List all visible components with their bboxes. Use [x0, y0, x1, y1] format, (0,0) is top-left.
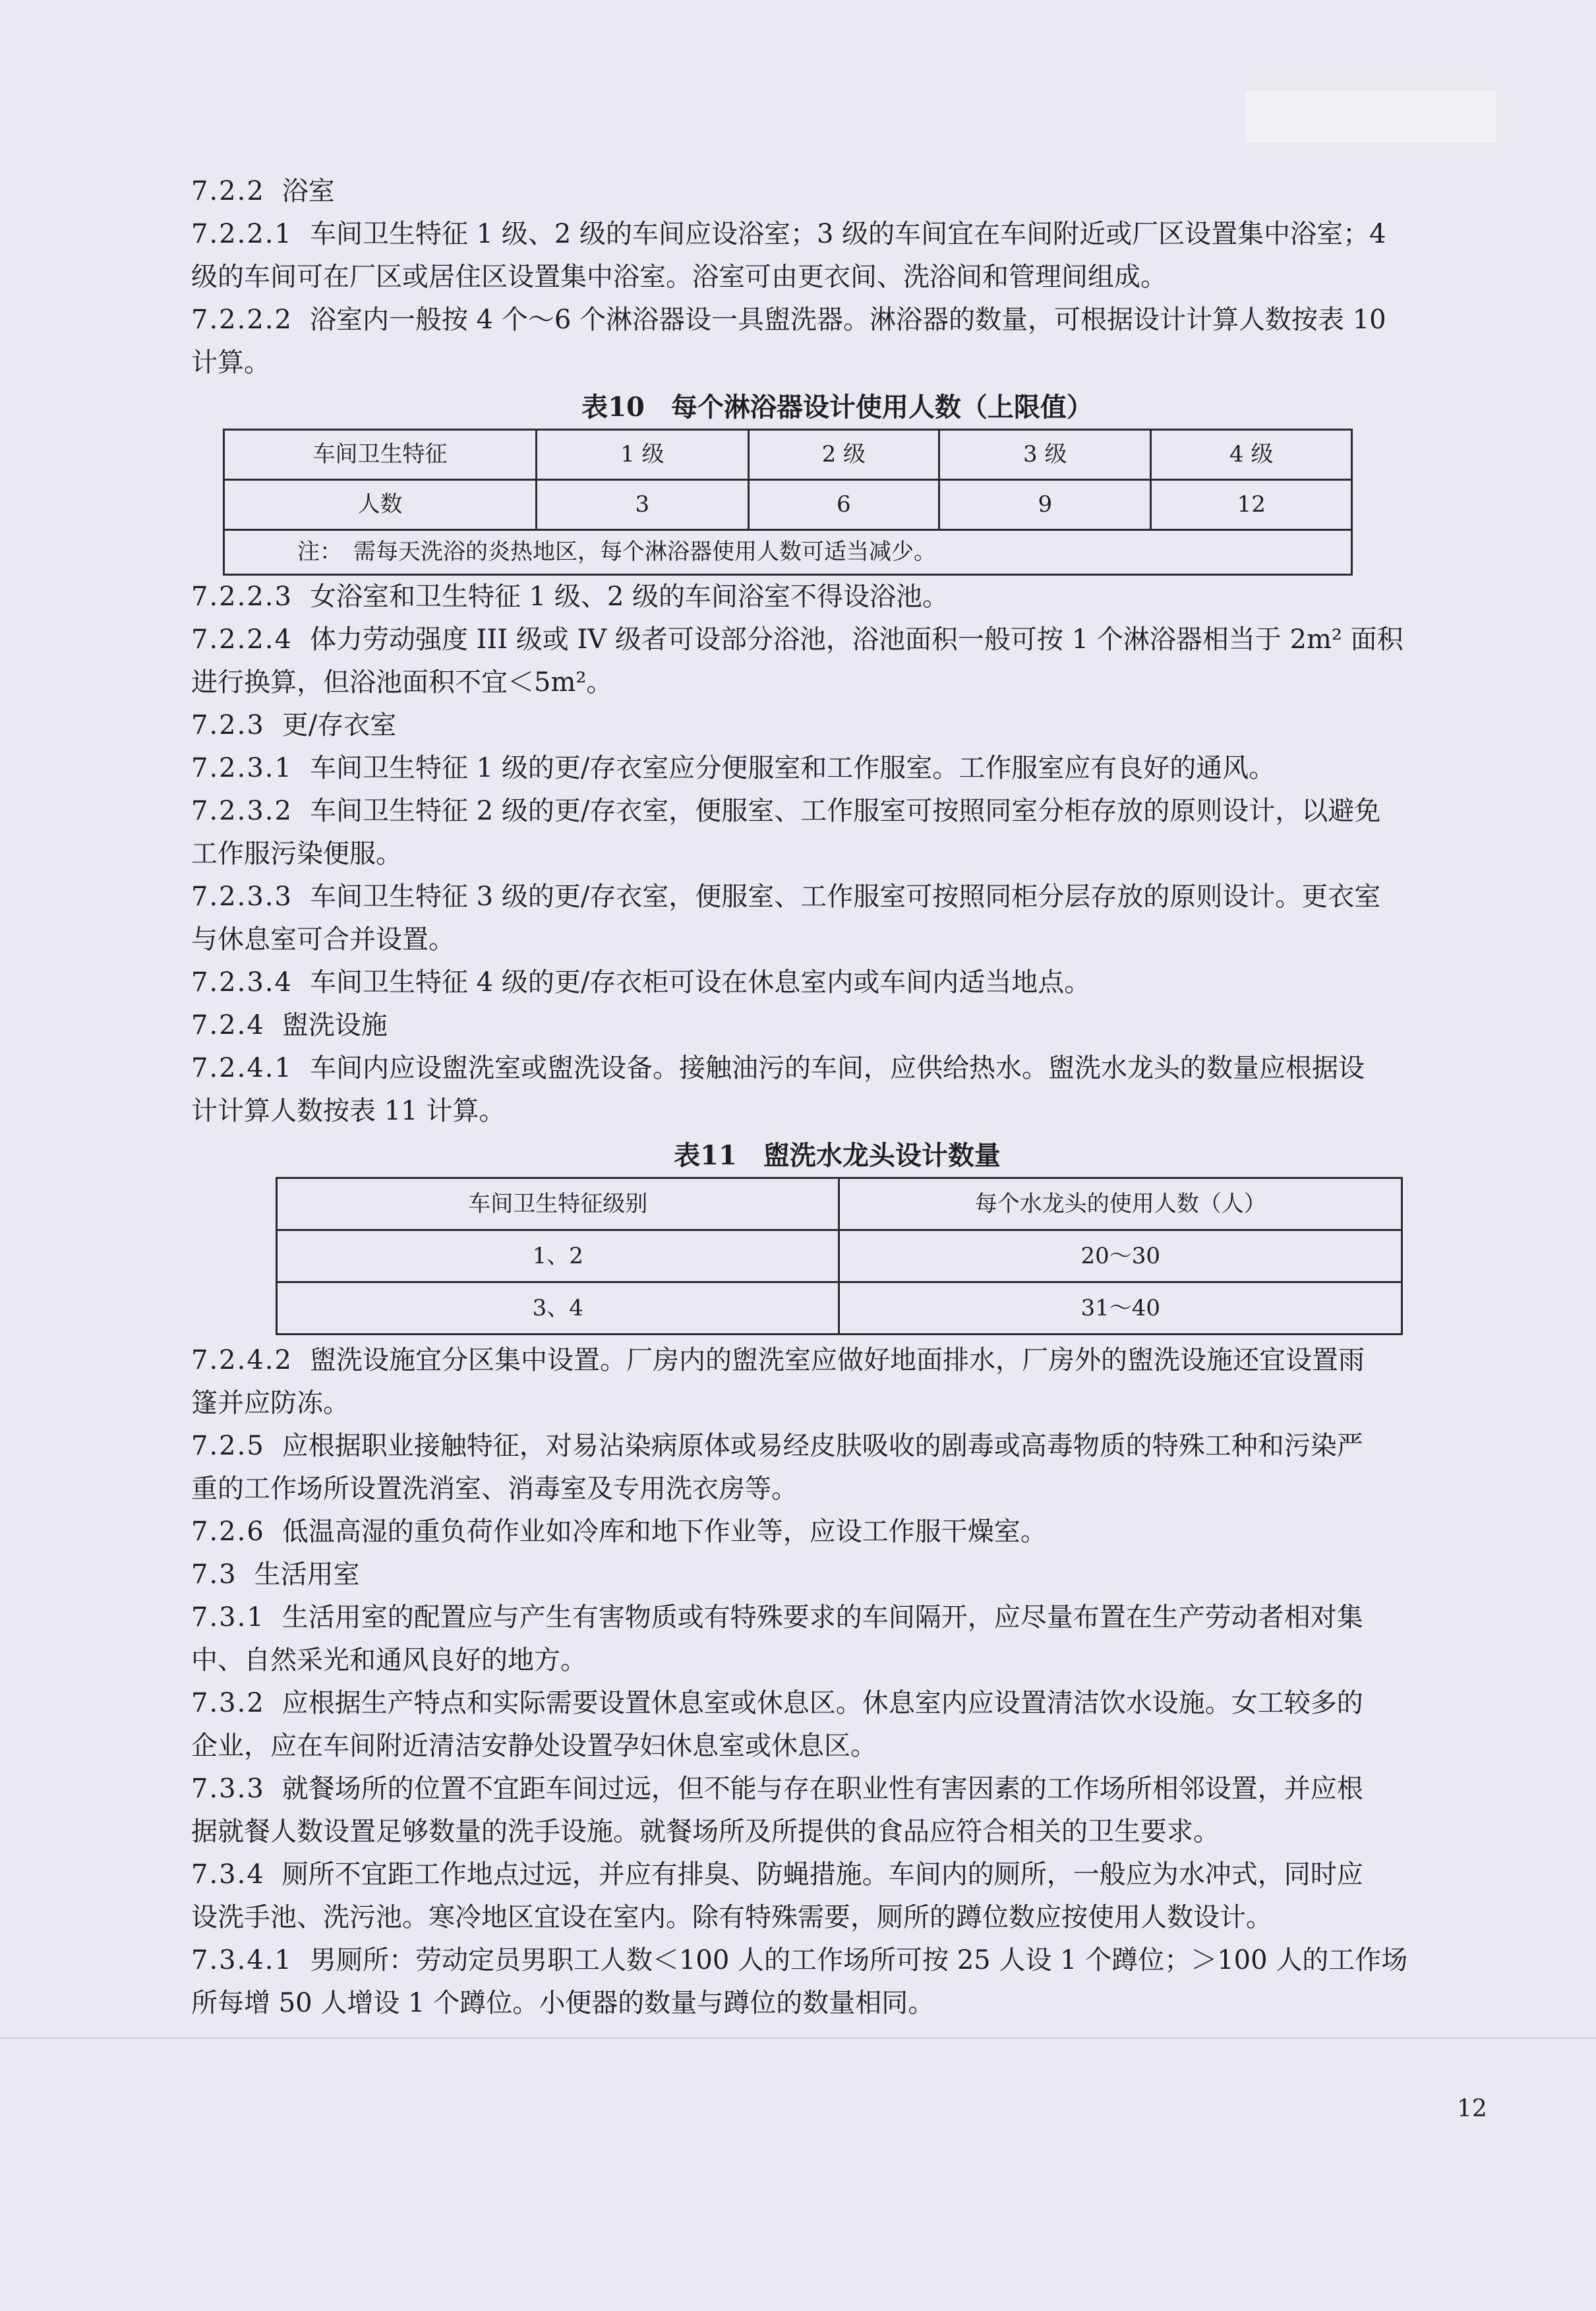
table-cell: 人数 [224, 480, 537, 530]
clause-text: 男厕所：劳动定员男职工人数＜100 人的工作场所可按 25 人设 1 个蹲位；＞100 人的工作场 [309, 1945, 1408, 1975]
clause-number: 7.2.3 [191, 710, 265, 740]
table11-caption: 表11 盥洗水龙头设计数量 [674, 1140, 1001, 1171]
table-header-cell: 3 级 [939, 430, 1151, 480]
table-row [224, 530, 1352, 575]
clause-text: 所每增 50 人增设 1 个蹲位。小便器的数量与蹲位的数量相同。 [191, 1988, 935, 2018]
text-line [191, 1768, 1483, 1811]
text-line [191, 704, 1483, 747]
text-line [191, 1853, 1483, 1896]
table-header-cell: 每个水龙头的使用人数（人） [839, 1178, 1402, 1230]
clause-text: 重的工作场所设置洗消室、消毒室及专用洗衣房等。 [191, 1474, 798, 1504]
text-line [191, 1682, 1483, 1725]
clause-text: 低温高湿的重负荷作业如冷库和地下作业等，应设工作服干燥室。 [281, 1516, 1047, 1547]
table-row [224, 430, 1352, 480]
clause-number: 7.3.4.1 [191, 1945, 293, 1975]
clause-number: 7.2.3.4 [191, 967, 293, 998]
clause-text: 企业，应在车间附近清洁安静处设置孕妇休息室或休息区。 [191, 1731, 877, 1761]
clause-number: 7.2.2.3 [191, 582, 293, 612]
table-cell: 20～30 [839, 1230, 1402, 1282]
text-line [191, 1811, 1483, 1853]
clause-text: 车间内应设盥洗室或盥洗设备。接触油污的车间，应供给热水。盥洗水龙头的数量应根据设 [309, 1053, 1365, 1083]
table-header-cell: 车间卫生特征级别 [277, 1178, 839, 1230]
text-line [191, 618, 1483, 661]
text-line [191, 1896, 1483, 1939]
text-line [191, 961, 1483, 1004]
clause-number: 7.2.3.3 [191, 882, 293, 912]
footer-divider [0, 2037, 1596, 2039]
text-line [191, 1047, 1483, 1090]
clause-number: 7.2.2.2 [191, 305, 293, 335]
table-cell: 31～40 [839, 1282, 1402, 1335]
clause-text: 应根据职业接触特征，对易沾染病原体或易经皮肤吸收的剧毒或高毒物质的特殊工种和污染严 [281, 1431, 1363, 1461]
clause-number: 7.3.1 [191, 1602, 265, 1633]
clause-number: 7.3.3 [191, 1774, 265, 1804]
text-line [191, 342, 1483, 384]
clause-text: 中、自然采光和通风良好的地方。 [191, 1645, 587, 1675]
scan-patch [1246, 91, 1496, 142]
text-line [191, 876, 1483, 918]
clause-text: 车间卫生特征 2 级的更/存衣室，便服室、工作服室可按照同室分柜存放的原则设计，以避免 [309, 796, 1381, 826]
table-header-cell: 车间卫生特征 [224, 430, 537, 480]
text-line [191, 1511, 1483, 1553]
clause-number: 7.3.2 [191, 1688, 265, 1718]
clause-text: 据就餐人数设置足够数量的洗手设施。就餐场所及所提供的食品应符合相关的卫生要求。 [191, 1816, 1220, 1847]
table-cell: 6 [748, 480, 939, 530]
clause-number: 7.2.2.1 [191, 219, 293, 249]
text-line [191, 1725, 1483, 1768]
clause-number: 7.2.4.1 [191, 1053, 293, 1083]
clause-text: 篷并应防冻。 [191, 1388, 349, 1418]
clause-text: 车间卫生特征 1 级的更/存衣室应分便服室和工作服室。工作服室应有良好的通风。 [309, 753, 1276, 783]
clause-text: 盥洗设施宜分区集中设置。厂房内的盥洗室应做好地面排水，厂房外的盥洗设施还宜设置雨 [309, 1345, 1365, 1375]
table-cell: 1、2 [277, 1230, 839, 1282]
text-line [191, 1382, 1483, 1425]
clause-number: 7.3 [191, 1559, 237, 1590]
text-line [191, 1425, 1483, 1468]
text-line [191, 1339, 1483, 1382]
clause-text: 车间卫生特征 1 级、2 级的车间应设浴室；3 级的车间宜在车间附近或厂区设置集中浴室；4 [309, 219, 1386, 249]
clause-text: 体力劳动强度 III 级或 IV 级者可设部分浴池，浴池面积一般可按 1 个淋浴器相当于 2m² 面积 [309, 624, 1404, 655]
text-block-7-2-2 [191, 170, 1483, 384]
clause-text: 进行换算，但浴池面积不宜＜5m²。 [191, 667, 613, 698]
clause-text: 设洗手池、洗污池。寒冷地区宜设在室内。除有特殊需要，厕所的蹲位数应按使用人数设计。 [191, 1902, 1272, 1933]
text-line [191, 833, 1483, 876]
clause-text: 盥洗设施 [281, 1010, 388, 1040]
table-header-cell: 1 级 [537, 430, 748, 480]
clause-text: 工作服污染便服。 [191, 839, 402, 869]
clause-text: 浴室 [281, 176, 335, 206]
table-header-cell: 2 级 [748, 430, 939, 480]
page-number: 12 [1457, 2095, 1487, 2122]
text-line [191, 576, 1483, 618]
table-cell: 12 [1151, 480, 1352, 530]
text-line [191, 170, 1483, 213]
clause-number: 7.2.6 [191, 1516, 265, 1547]
table10 [223, 429, 1353, 576]
clause-number: 7.3.4 [191, 1859, 265, 1890]
clause-number: 7.2.5 [191, 1431, 265, 1461]
clause-text: 女浴室和卫生特征 1 级、2 级的车间浴室不得设浴池。 [309, 582, 949, 612]
text-line [191, 1553, 1483, 1596]
table-row [277, 1282, 1402, 1335]
text-line [191, 1468, 1483, 1511]
clause-text: 车间卫生特征 3 级的更/存衣室，便服室、工作服室可按照同柜分层存放的原则设计。更衣室 [309, 882, 1381, 912]
table11 [276, 1177, 1403, 1335]
text-line [191, 918, 1483, 961]
clause-text: 浴室内一般按 4 个～6 个淋浴器设一具盥洗器。淋浴器的数量，可根据设计计算人数按表 10 [309, 305, 1386, 335]
clause-number: 7.2.4.2 [191, 1345, 293, 1375]
clause-text: 与休息室可合并设置。 [191, 924, 455, 955]
clause-text: 计算。 [191, 347, 270, 378]
table-cell: 3、4 [277, 1282, 839, 1335]
clause-number: 7.2.3.1 [191, 753, 293, 783]
text-block-7-2-2-3 [191, 576, 1483, 1133]
text-line [191, 1596, 1483, 1639]
clause-number: 7.2.2.4 [191, 624, 293, 655]
clause-text: 就餐场所的位置不宜距车间过远，但不能与存在职业性有害因素的工作场所相邻设置，并应根 [281, 1774, 1363, 1804]
clause-number: 7.2.3.2 [191, 796, 293, 826]
text-line [191, 256, 1483, 299]
table-cell: 9 [939, 480, 1151, 530]
text-line [191, 299, 1483, 342]
clause-number: 7.2.4 [191, 1010, 265, 1040]
text-line [191, 747, 1483, 790]
text-line [191, 1004, 1483, 1047]
text-line [191, 1982, 1483, 2025]
text-line [191, 790, 1483, 833]
clause-text: 计计算人数按表 11 计算。 [191, 1096, 506, 1126]
table-header-cell: 4 级 [1151, 430, 1352, 480]
clause-text: 车间卫生特征 4 级的更/存衣柜可设在休息室内或车间内适当地点。 [309, 967, 1091, 998]
clause-text: 级的车间可在厂区或居住区设置集中浴室。浴室可由更衣间、洗浴间和管理间组成。 [191, 262, 1167, 292]
text-line [191, 1639, 1483, 1682]
clause-text: 生活用室的配置应与产生有害物质或有特殊要求的车间隔开，应尽量布置在生产劳动者相对集 [281, 1602, 1363, 1633]
table-row [277, 1230, 1402, 1282]
clause-text: 更/存衣室 [281, 710, 397, 740]
table10-note: 注： 需每天洗浴的炎热地区，每个淋浴器使用人数可适当减少。 [224, 530, 1352, 575]
table-row [277, 1178, 1402, 1230]
clause-text: 厕所不宜距工作地点过远，并应有排臭、防蝇措施。车间内的厕所，一般应为水冲式，同时应 [281, 1859, 1363, 1890]
clause-text: 生活用室 [254, 1559, 360, 1590]
text-line [191, 661, 1483, 704]
clause-number: 7.2.2 [191, 176, 265, 206]
clause-text: 应根据生产特点和实际需要设置休息室或休息区。休息室内应设置清洁饮水设施。女工较多的 [281, 1688, 1363, 1718]
document-body [191, 170, 1483, 2025]
text-line [191, 1090, 1483, 1133]
text-line [191, 1939, 1483, 1982]
text-block-7-2-4-2 [191, 1339, 1483, 2025]
table-cell: 3 [537, 480, 748, 530]
text-line [191, 213, 1483, 256]
table10-caption: 表10 每个淋浴器设计使用人数（上限值） [581, 392, 1093, 423]
table-row [224, 480, 1352, 530]
